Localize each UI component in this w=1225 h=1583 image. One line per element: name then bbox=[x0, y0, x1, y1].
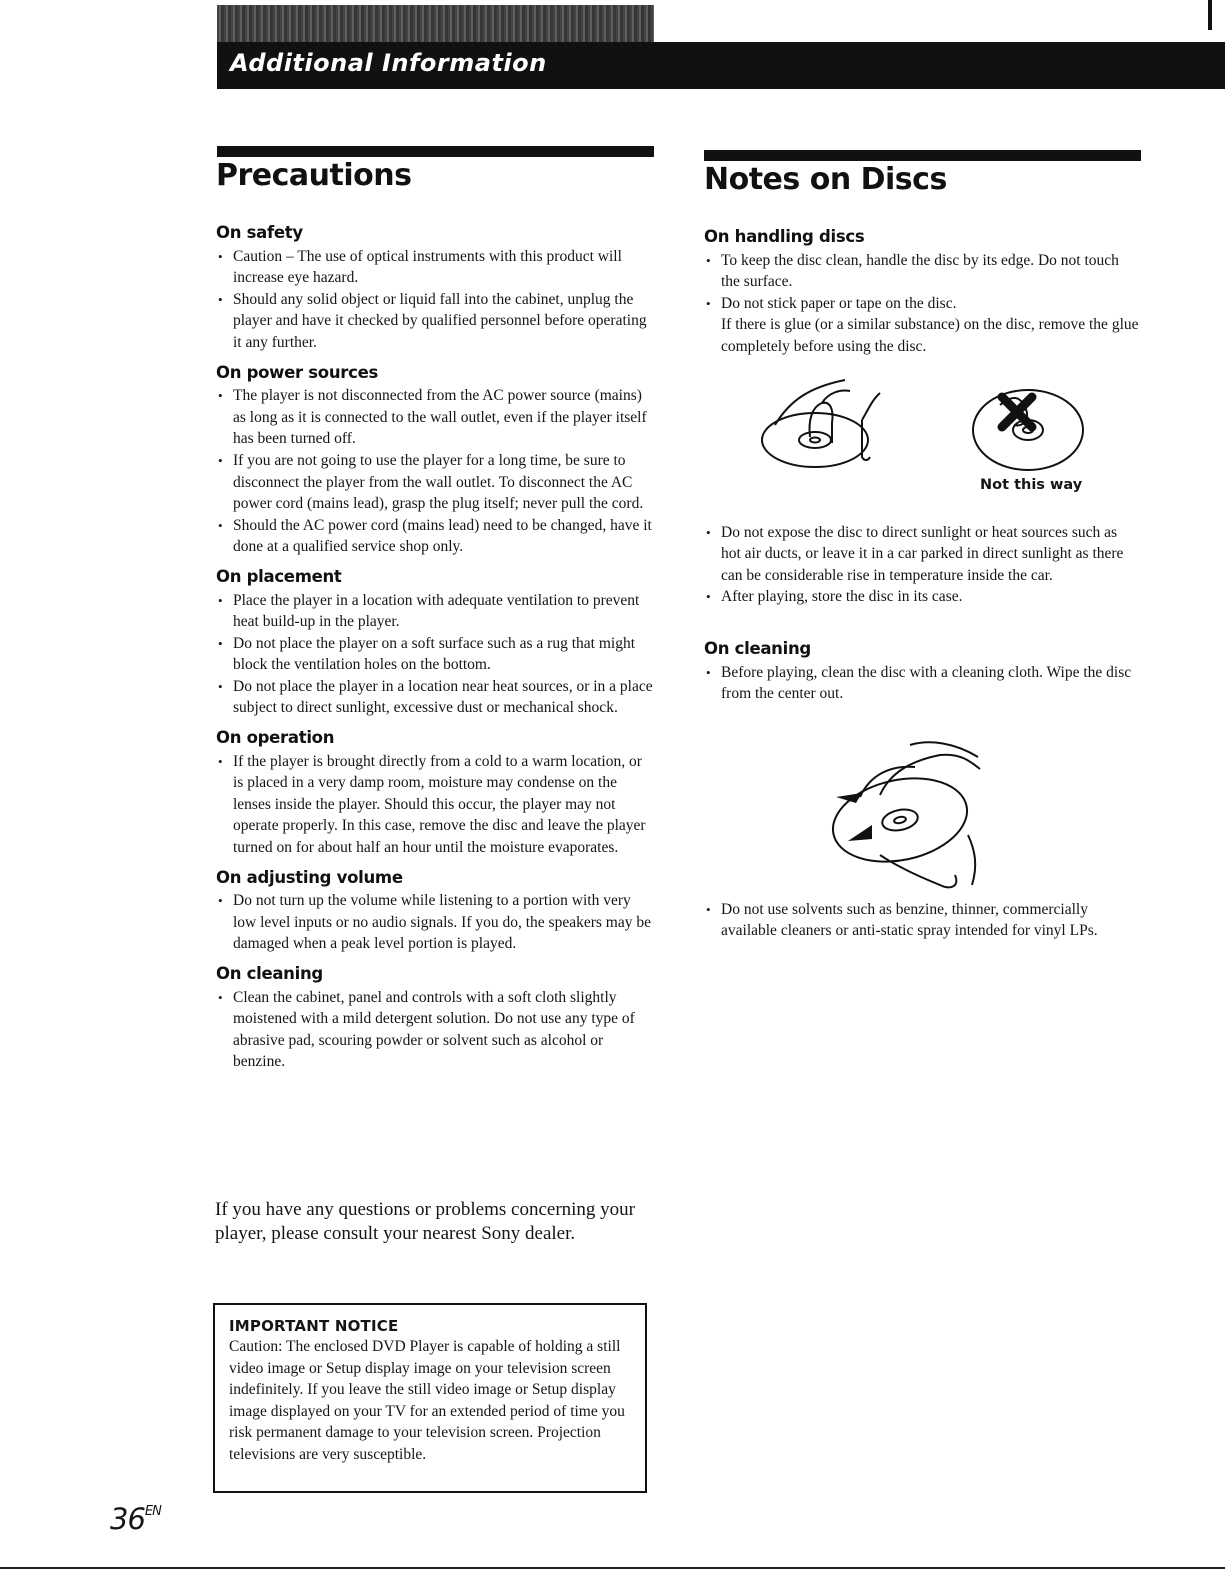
placement-heading: On placement bbox=[216, 566, 342, 586]
power-sources-list bbox=[216, 385, 656, 558]
list-item: • Should any solid object or liquid fall into the cabinet, unplug the player and have it checked by qualified personnel before operating it any further. bbox=[216, 289, 656, 354]
list-item: • Do not place the player in a location near heat sources, or in a place subject to direct sunlight, excessive dust or mechanical shock. bbox=[216, 676, 656, 719]
safety-list bbox=[216, 246, 656, 354]
safety-heading: On safety bbox=[216, 223, 303, 242]
page-number-suffix: EN bbox=[144, 1504, 161, 1519]
list-item: • If the player is brought directly from a cold to a warm location, or is placed in a very damp room, moisture may condense on the lenses inside the player. Should this occur, the player may not operate properly. In this case, remove the disc and leave the player turned on for about half an hour until the moisture evaporates. bbox=[216, 751, 656, 859]
header-title: Additional Information bbox=[230, 49, 547, 77]
precautions-rule bbox=[217, 146, 654, 157]
glue-paragraph: If there is glue (or a similar substance) on the disc, remove the glue completely before using the disc. bbox=[721, 316, 1139, 355]
closing-statement: If you have any questions or problems concerning your player, please consult your nearest Sony dealer. bbox=[215, 1199, 636, 1244]
edge-mark bbox=[1208, 0, 1212, 30]
disc-cleaning-list bbox=[704, 662, 1140, 705]
precautions-title: Precautions bbox=[216, 158, 412, 193]
handling-heading: On handling discs bbox=[704, 227, 865, 246]
disc-handling-figure bbox=[750, 365, 1110, 505]
list-item: • Caution – The use of optical instruments with this product will increase eye hazard. bbox=[216, 246, 656, 289]
disc-cleaning-list-continued bbox=[704, 899, 1140, 942]
list-item: • The player is not disconnected from the AC power source (mains) as long as it is connected to the wall outlet, even if the player itself has been turned off. bbox=[216, 385, 656, 450]
handling-list bbox=[704, 250, 1140, 315]
adjusting-volume-list bbox=[216, 890, 656, 955]
list-item: • Do not turn up the volume while listening to a portion with very low level inputs or no audio signals. If you do, the speakers may be damaged when a peak level portion is played. bbox=[216, 890, 656, 955]
notes-title: Notes on Discs bbox=[704, 162, 947, 197]
notice-title: IMPORTANT NOTICE bbox=[229, 1317, 399, 1335]
cleaning-list bbox=[216, 987, 656, 1073]
list-item: • Do not stick paper or tape on the disc. bbox=[704, 293, 1140, 315]
page-number bbox=[110, 1502, 161, 1536]
power-sources-heading: On power sources bbox=[216, 362, 379, 382]
figure-caption: Not this way bbox=[980, 477, 1083, 493]
disc-handling-illustration bbox=[750, 365, 1110, 475]
disc-cleaning-heading: On cleaning bbox=[704, 638, 811, 658]
placement-list bbox=[216, 590, 656, 720]
page-number-value: 36 bbox=[110, 1502, 145, 1536]
notice-body: Caution: The enclosed DVD Player is capable of holding a still video image or Setup display image on your television screen indefinitely. If you leave the still video image or Setup display image displayed on your TV for an extended period of time you risk permanent damage to your television screen. Projection televisions are very susceptible. bbox=[229, 1338, 625, 1463]
disc-cleaning-illustration bbox=[820, 735, 1000, 900]
arrow-icon bbox=[836, 793, 872, 841]
important-notice-box bbox=[213, 1303, 647, 1493]
list-item: • Should the AC power cord (mains lead) need to be changed, have it done at a qualified service shop only. bbox=[216, 515, 656, 558]
correct-handling-drawing bbox=[762, 380, 880, 467]
header-texture bbox=[217, 5, 654, 45]
disc-cleaning-figure bbox=[820, 735, 1000, 900]
adjusting-volume-heading: On adjusting volume bbox=[216, 867, 403, 887]
cleaning-heading: On cleaning bbox=[216, 964, 323, 983]
handling-list-continued bbox=[704, 522, 1140, 608]
list-item: • After playing, store the disc in its case. bbox=[704, 586, 1140, 608]
list-item: • Place the player in a location with adequate ventilation to prevent heat build-up in the player. bbox=[216, 590, 656, 633]
list-item: • To keep the disc clean, handle the disc by its edge. Do not touch the surface. bbox=[704, 250, 1140, 293]
operation-heading: On operation bbox=[216, 728, 335, 748]
precautions-column bbox=[216, 222, 656, 1073]
list-item: • If you are not going to use the player for a long time, be sure to disconnect the player from the wall outlet. To disconnect the AC power cord (mains lead), grasp the plug itself; never pull the cord. bbox=[216, 450, 656, 515]
list-item: • Do not place the player on a soft surface such as a rug that might block the ventilation holes on the bottom. bbox=[216, 633, 656, 676]
list-item: • Do not expose the disc to direct sunlight or heat sources such as hot air ducts, or leave it in a car parked in direct sunlight as there can be considerable rise in temperature inside the car. bbox=[704, 522, 1140, 587]
bottom-border bbox=[0, 1567, 1225, 1569]
list-item: • Clean the cabinet, panel and controls with a soft cloth slightly moistened with a mild detergent solution. Do not use any type of abrasive pad, scouring powder or solvent such as alcohol or benzine. bbox=[216, 987, 656, 1073]
notes-rule bbox=[704, 150, 1141, 161]
list-item: • Do not use solvents such as benzine, thinner, commercially available cleaners or anti-static spray intended for vinyl LPs. bbox=[704, 899, 1140, 942]
list-item: • Before playing, clean the disc with a cleaning cloth. Wipe the disc from the center out. bbox=[704, 662, 1140, 705]
operation-list bbox=[216, 751, 656, 859]
